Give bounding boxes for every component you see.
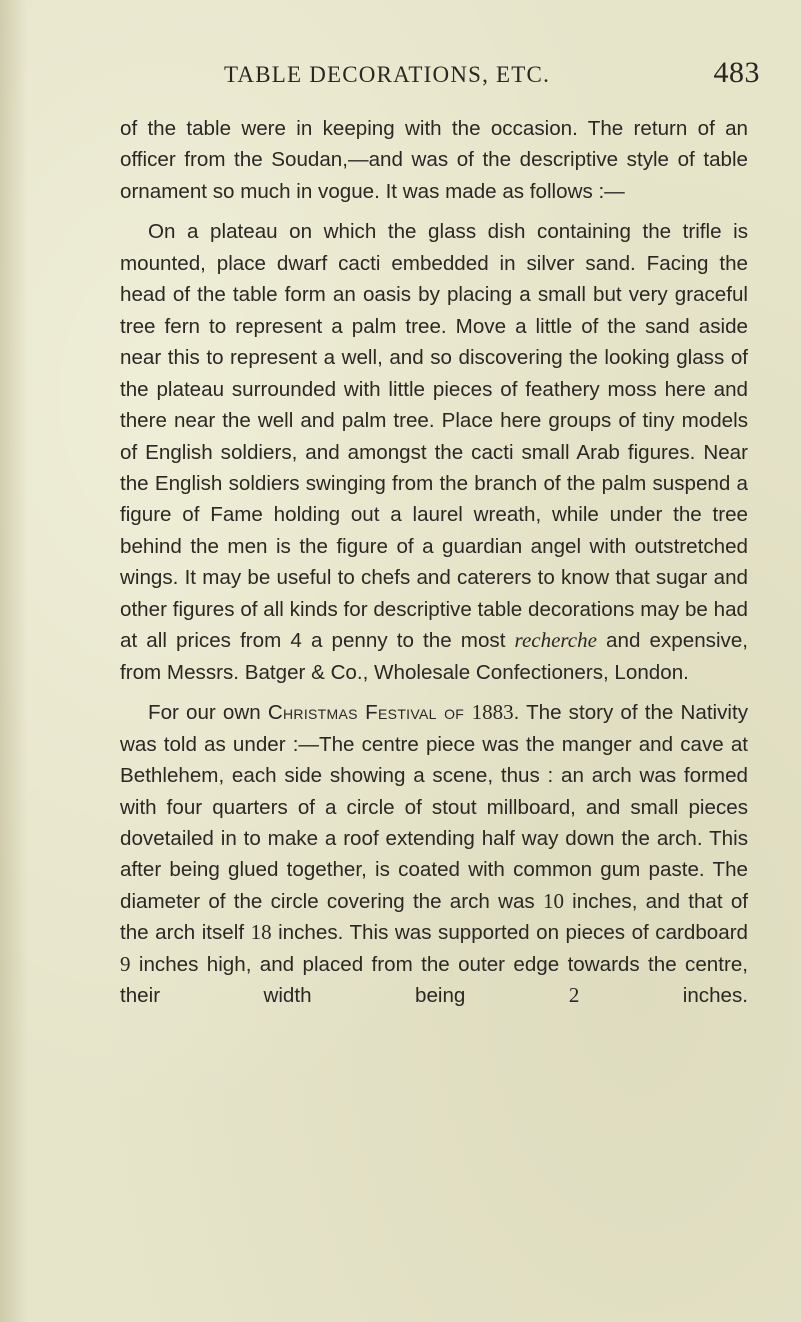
number-9: 9 [120, 951, 131, 976]
paragraph-1-text: of the table were in keeping with the occasion. The return of an officer from the Soudan,—and was of the descriptive style of table ornament so much in vogue. It was made as follows :— [120, 117, 748, 203]
paragraph-3-text-c: inches. This was supported on pieces of cardboard [271, 921, 749, 945]
running-head [120, 56, 760, 100]
paragraph-3-lead: For our own [148, 701, 268, 725]
paragraph-3-of: of [436, 701, 472, 725]
paragraph-3-text-b: inches, and that of the arch itself [120, 889, 748, 945]
paragraph-3-text-d: inches high, and placed from the outer edge towards the centre, their width being [120, 952, 748, 1008]
paragraph-1 [120, 113, 748, 207]
paragraph-3-text-e: inches. [579, 984, 748, 1008]
paragraph-2-text-b: and expensive, from Messrs. Batger & Co., Wholesale Confectioners, London. [120, 629, 748, 684]
running-title: TABLE DECORATIONS, ETC. [224, 62, 551, 87]
page-number: 483 [713, 56, 760, 89]
paragraph-2-text-a: On a plateau on which the glass dish containing the trifle is mounted, place dwarf cacti embedded in silver sand. Facing the head of the table form an oasis by placing a small but very graceful tree fern to represent a palm tree. Move a little of the sand aside near this to represent a well, and so discovering the looking glass of the plateau surrounded with little pieces of feathery moss here and there near the well and palm tree. Place here groups of tiny models of English soldiers, and amongst the cacti small Arab figures. Near the English soldiers swinging from the branch of the palm suspend a figure of Fame holding out a laurel wreath, while under the tree behind the men is the figure of a guardian angel with outstretched wings. It may be useful to chefs and caterers to know that sugar and other figures of all kinds for descriptive table decorations may be had at all prices from 4 a penny to the most [120, 220, 748, 653]
paragraph-2 [120, 216, 748, 688]
paragraph-3 [120, 697, 748, 1012]
year-number: 1883 [471, 700, 514, 725]
page-edge-shadow [0, 0, 28, 1322]
number-10: 10 [542, 888, 564, 913]
body-text [120, 113, 748, 1012]
italic-word-recherche: recherche [514, 628, 597, 653]
number-2: 2 [568, 983, 580, 1008]
number-18: 18 [250, 920, 272, 945]
christmas-festival-heading: Christmas Festival [267, 701, 437, 725]
paragraph-3-text-a: . The story of the Nativity was told as under :—The centre piece was the manger and cave at Bethlehem, each side showing a scene, thus : an arch was formed with four quarters of a circle of stout millboard, and small pieces dovetailed in to make a roof extending half way down the arch. This after being glued together, is coated with common gum paste. The diameter of the circle covering the arch was [120, 701, 749, 913]
